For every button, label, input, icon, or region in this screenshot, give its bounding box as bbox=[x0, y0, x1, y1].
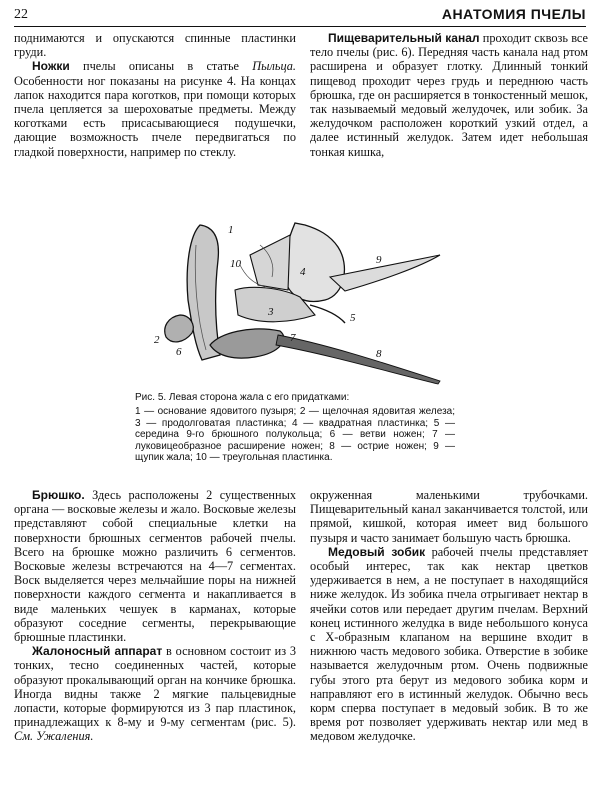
fig-label-8: 8 bbox=[376, 348, 382, 360]
fig-label-3: 3 bbox=[268, 306, 274, 318]
fig-label-1: 1 bbox=[228, 224, 234, 236]
paragraph-digestive-end: окруженная маленькими трубочками. Пищеварительный канал заканчивается толстой, или прямой, кишкой, которая имеет вид большого пузыря и часто занимает большую часть брюшка. bbox=[310, 488, 588, 545]
paragraph-digestive-canal bbox=[310, 31, 588, 159]
page-header bbox=[14, 4, 586, 27]
digestive-canal-text: проходит сквозь все тело пчелы (рис. 6). Передняя часть канала над ртом расширена и образует глотку. Длинный тонкий пищевод проходит через грудь и переднюю часть брюшка, где он расширяется в тонкостенный мешок, так называемый медовый желудочек, или зобик. За желудочком расположен короткий узкий отдел, а далее истинный желудок. Затем идет небольшая тонкая кишка, bbox=[310, 31, 588, 159]
page-number: 22 bbox=[14, 7, 28, 22]
paragraph-honey-crop bbox=[310, 545, 588, 744]
cross-ref-pyltsa: Пыльца. bbox=[252, 59, 296, 74]
top-left-column bbox=[14, 31, 296, 159]
alkaline-gland-drawing bbox=[165, 315, 193, 342]
figure-caption bbox=[135, 392, 455, 463]
sheath-shaft-drawing bbox=[276, 335, 440, 384]
sting-palp-drawing bbox=[330, 255, 440, 291]
running-title: АНАТОМИЯ ПЧЕЛЫ bbox=[441, 6, 586, 22]
top-right-column bbox=[310, 31, 588, 159]
cross-ref-stings: См. Ужаления. bbox=[14, 729, 94, 744]
bottom-left-column bbox=[14, 488, 296, 744]
fig-label-2: 2 bbox=[154, 334, 160, 346]
fig-label-5: 5 bbox=[350, 312, 356, 324]
paragraph-bryushko bbox=[14, 488, 296, 644]
caption-title: Рис. 5. Левая сторона жала с его придатками: bbox=[135, 392, 350, 403]
nozhki-text-a: пчелы описаны в статье bbox=[69, 59, 253, 74]
nozhki-text-b: Особенности ног показаны на рисунке 4. На концах лапок находится пара коготков, при помощи которых пчела цепляется за шероховатые предметы. Между коготками есть присасывающиеся подушечки, дающие возможность пчеле передвигаться по гладкой поверхности, например по стеклу. bbox=[14, 73, 296, 159]
sheath-bulb-drawing bbox=[210, 329, 284, 358]
fig-label-6: 6 bbox=[176, 346, 182, 358]
sting-illustration bbox=[140, 205, 460, 385]
term-digestive-canal: Пищеварительный канал bbox=[328, 31, 480, 45]
fig-label-7: 7 bbox=[290, 332, 296, 344]
caption-legend: 1 — основание ядовитого пузыря; 2 — щелочная ядовитая железа; 3 — продолговатая пластинка; 4 — квадратная пластинка; 5 — середина 9-го брюшного полукольца; 6 — ветви ножен; 7 — луковицеобразное расширение ножен; 8 — острие ножен; 9 — щупик жала; 10 — треугольная пластинка. bbox=[135, 406, 455, 464]
sting-apparatus-text: в основном состоит из 3 тонких, тесно соединенных частей, которые образуют прокалывающий орган на кончике брюшка. Иногда видны также 2 мягкие пальцевидные лопасти, которые формируются из 3 пар пластинок, принадлежащих к 8-му и 9-му сегментам (рис. 5). bbox=[14, 644, 296, 730]
term-nozhki: Ножки bbox=[32, 59, 70, 74]
ninth-segment-drawing bbox=[310, 305, 345, 323]
paragraph-continuation: поднимаются и опускаются спинные пластинки груди. bbox=[14, 31, 296, 60]
honey-crop-text: рабочей пчелы представляет особый интерес, так как нектар цветков удерживается в нем, а не поступает в находящийся ниже желудок. Из зобика пчела отрыгивает нектар в ячейки сотов или передает другим пчелам. Верхний конец истинного желудка в виде небольшого конуса с Х-образным клапаном на вершине входит в нижнюю часть медового зобика. Отверстие в зобике называется желудочным ртом. Очень подвижные губы этого рта берут из медового зобика корм и направляют его в истинный желудок. Обычно весь корм сперва поступает в медовый зобик. В то же время рот позволяет удерживать нектар или мед в медовом желудочке. bbox=[310, 544, 588, 744]
quadrate-plate-drawing bbox=[284, 223, 345, 301]
fig-label-4: 4 bbox=[300, 266, 306, 278]
bottom-right-column bbox=[310, 488, 588, 744]
paragraph-nozhki bbox=[14, 59, 296, 158]
paragraph-sting-apparatus bbox=[14, 644, 296, 743]
term-bryushko: Брюшко. bbox=[32, 488, 85, 502]
bryushko-text: Здесь расположены 2 существенных органа — восковые железы и жало. Восковые железы представляют собой специальные клетки на поверхности брюшных сегментов рабочей пчелы. Всего на брюшке можно различить 6 сегментов. Восковые железы встречаются на 4—7 сегментах. Воск выделяется через мельчайшие поры на нижней поверхности каждого сегмента и накапливается в виде маленьких чешуек в карманах, которые образуют соседние сегменты, перекрывающие брюшные пластинки. bbox=[14, 488, 296, 645]
fig-label-9: 9 bbox=[376, 254, 382, 266]
term-sting-apparatus: Жалоносный аппарат bbox=[32, 644, 163, 659]
fig-label-10: 10 bbox=[230, 258, 241, 270]
triangular-plate-drawing bbox=[250, 235, 290, 290]
term-honey-crop: Медовый зобик bbox=[328, 544, 426, 559]
